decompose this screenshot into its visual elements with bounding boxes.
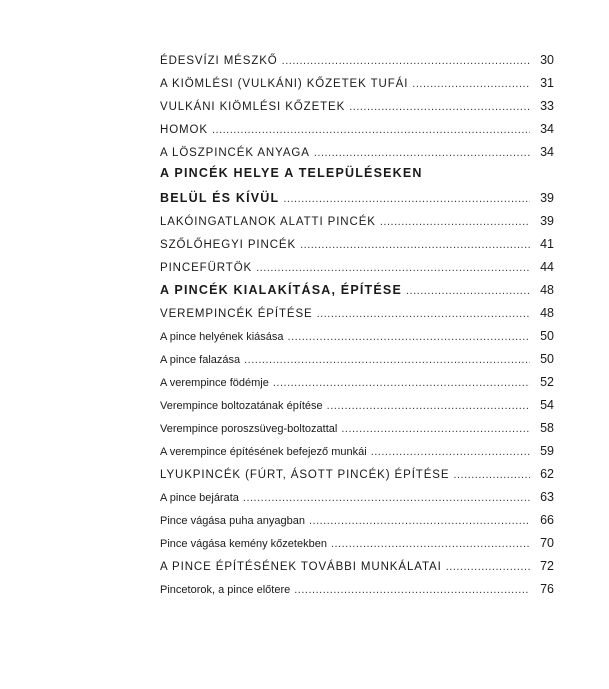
toc-entry-title: BELÜL ÉS KÍVÜL	[160, 191, 280, 205]
toc-entry-page: 34	[540, 145, 554, 159]
toc-entry-page: 34	[540, 122, 554, 136]
toc-entry[interactable]	[160, 465, 554, 483]
toc-leader-dots	[288, 327, 530, 345]
toc-entry-title: LYUKPINCÉK (FÚRT, ÁSOTT PINCÉK) ÉPÍTÉSE	[160, 469, 450, 481]
toc-entry-page: 30	[540, 53, 554, 67]
toc-entry[interactable]	[160, 350, 554, 368]
toc-entry-title: VULKÁNI KIÖMLÉSI KŐZETEK	[160, 101, 346, 113]
toc-entry-page: 31	[540, 76, 554, 90]
toc-entry-title: PINCEFÜRTÖK	[160, 262, 253, 274]
toc-entry-page: 44	[540, 260, 554, 274]
toc-entry[interactable]	[160, 258, 554, 276]
toc-entry-title: Pincetorok, a pince előtere	[160, 584, 291, 596]
toc-entry-page: 39	[540, 214, 554, 228]
toc-entry-title: Verempince boltozatának építése	[160, 400, 323, 412]
toc-entry-page: 63	[540, 490, 554, 504]
toc-leader-dots	[314, 143, 530, 161]
toc-entry-title: Pince vágása kemény kőzetekben	[160, 538, 327, 550]
toc-entry-page: 39	[540, 191, 554, 205]
toc-entry-page: 62	[540, 467, 554, 481]
toc-leader-dots	[446, 557, 530, 575]
toc-entry-page: 72	[540, 559, 554, 573]
toc-entry[interactable]	[160, 557, 554, 575]
toc-entry-title: A KIÖMLÉSI (VULKÁNI) KŐZETEK TUFÁI	[160, 78, 409, 90]
toc-entry[interactable]	[160, 511, 554, 529]
toc-entry-title: HOMOK	[160, 124, 208, 136]
toc-entry[interactable]	[160, 580, 554, 598]
toc-entry-page: 48	[540, 283, 554, 297]
toc-entry[interactable]	[160, 327, 554, 345]
toc-entry-title: A PINCÉK KIALAKÍTÁSA, ÉPÍTÉSE	[160, 283, 402, 297]
toc-entry-page: 66	[540, 513, 554, 527]
toc-leader-dots	[349, 97, 530, 115]
toc-leader-dots	[331, 534, 530, 552]
toc-entry-page: 58	[540, 421, 554, 435]
toc-entry[interactable]	[160, 373, 554, 391]
toc-entry-title: A verempince építésének befejező munkái	[160, 446, 367, 458]
toc-entry[interactable]	[160, 396, 554, 414]
toc-leader-dots	[341, 419, 530, 437]
toc-leader-dots	[300, 235, 530, 253]
toc-entry-page: 50	[540, 352, 554, 366]
toc-entry[interactable]	[160, 189, 554, 207]
toc-entry-page: 41	[540, 237, 554, 251]
toc-leader-dots	[406, 281, 530, 299]
toc-entry[interactable]	[160, 212, 554, 230]
toc-leader-dots	[294, 580, 530, 598]
toc-entry-title: ÉDESVÍZI MÉSZKŐ	[160, 55, 278, 67]
toc-leader-dots	[256, 258, 530, 276]
toc-entry[interactable]	[160, 419, 554, 437]
toc-entry[interactable]	[160, 166, 554, 180]
toc-entry-page: 48	[540, 306, 554, 320]
toc-leader-dots	[243, 488, 530, 506]
toc-entry[interactable]	[160, 97, 554, 115]
toc-entry-page: 59	[540, 444, 554, 458]
toc-entry[interactable]	[160, 281, 554, 299]
toc-entry-title: A pince bejárata	[160, 492, 239, 504]
toc-entry-title: A verempince födémje	[160, 377, 269, 389]
toc-leader-dots	[273, 373, 530, 391]
toc-leader-dots	[412, 74, 530, 92]
toc-entry[interactable]	[160, 534, 554, 552]
toc-leader-dots	[327, 396, 530, 414]
toc-entry[interactable]	[160, 442, 554, 460]
toc-entry-title: LAKÓINGATLANOK ALATTI PINCÉK	[160, 216, 376, 228]
toc-leader-dots	[244, 350, 530, 368]
toc-entry-title: A PINCÉK HELYE A TELEPÜLÉSEKEN	[160, 166, 423, 180]
toc-entry[interactable]	[160, 120, 554, 138]
toc-leader-dots	[309, 511, 530, 529]
toc-entry-title: Verempince poroszsüveg-boltozattal	[160, 423, 338, 435]
toc-entry-title: SZŐLŐHEGYI PINCÉK	[160, 239, 297, 251]
toc-entry-page: 52	[540, 375, 554, 389]
toc-entry-title: A PINCE ÉPÍTÉSÉNEK TOVÁBBI MUNKÁLATAI	[160, 561, 442, 573]
toc-leader-dots	[371, 442, 530, 460]
toc-leader-dots	[212, 120, 530, 138]
toc-entry-title: A pince helyének kiásása	[160, 331, 284, 343]
toc-entry-title: A LÖSZPINCÉK ANYAGA	[160, 147, 310, 159]
toc-entry[interactable]	[160, 304, 554, 322]
toc-leader-dots	[282, 51, 530, 69]
toc-leader-dots	[283, 189, 530, 207]
toc-entry-page: 70	[540, 536, 554, 550]
toc-entry-page: 50	[540, 329, 554, 343]
toc-entry[interactable]	[160, 74, 554, 92]
toc-leader-dots	[453, 465, 530, 483]
toc-entry-title: VEREMPINCÉK ÉPÍTÉSE	[160, 308, 313, 320]
toc-entry[interactable]	[160, 143, 554, 161]
toc-leader-dots	[317, 304, 530, 322]
toc-leader-dots	[380, 212, 530, 230]
toc-entry-page: 33	[540, 99, 554, 113]
toc-entry-page: 54	[540, 398, 554, 412]
toc-entry[interactable]	[160, 488, 554, 506]
toc-entry[interactable]	[160, 235, 554, 253]
toc-entry-title: Pince vágása puha anyagban	[160, 515, 305, 527]
toc-entry[interactable]	[160, 51, 554, 69]
toc-entry-page: 76	[540, 582, 554, 596]
toc-entry-title: A pince falazása	[160, 354, 241, 366]
